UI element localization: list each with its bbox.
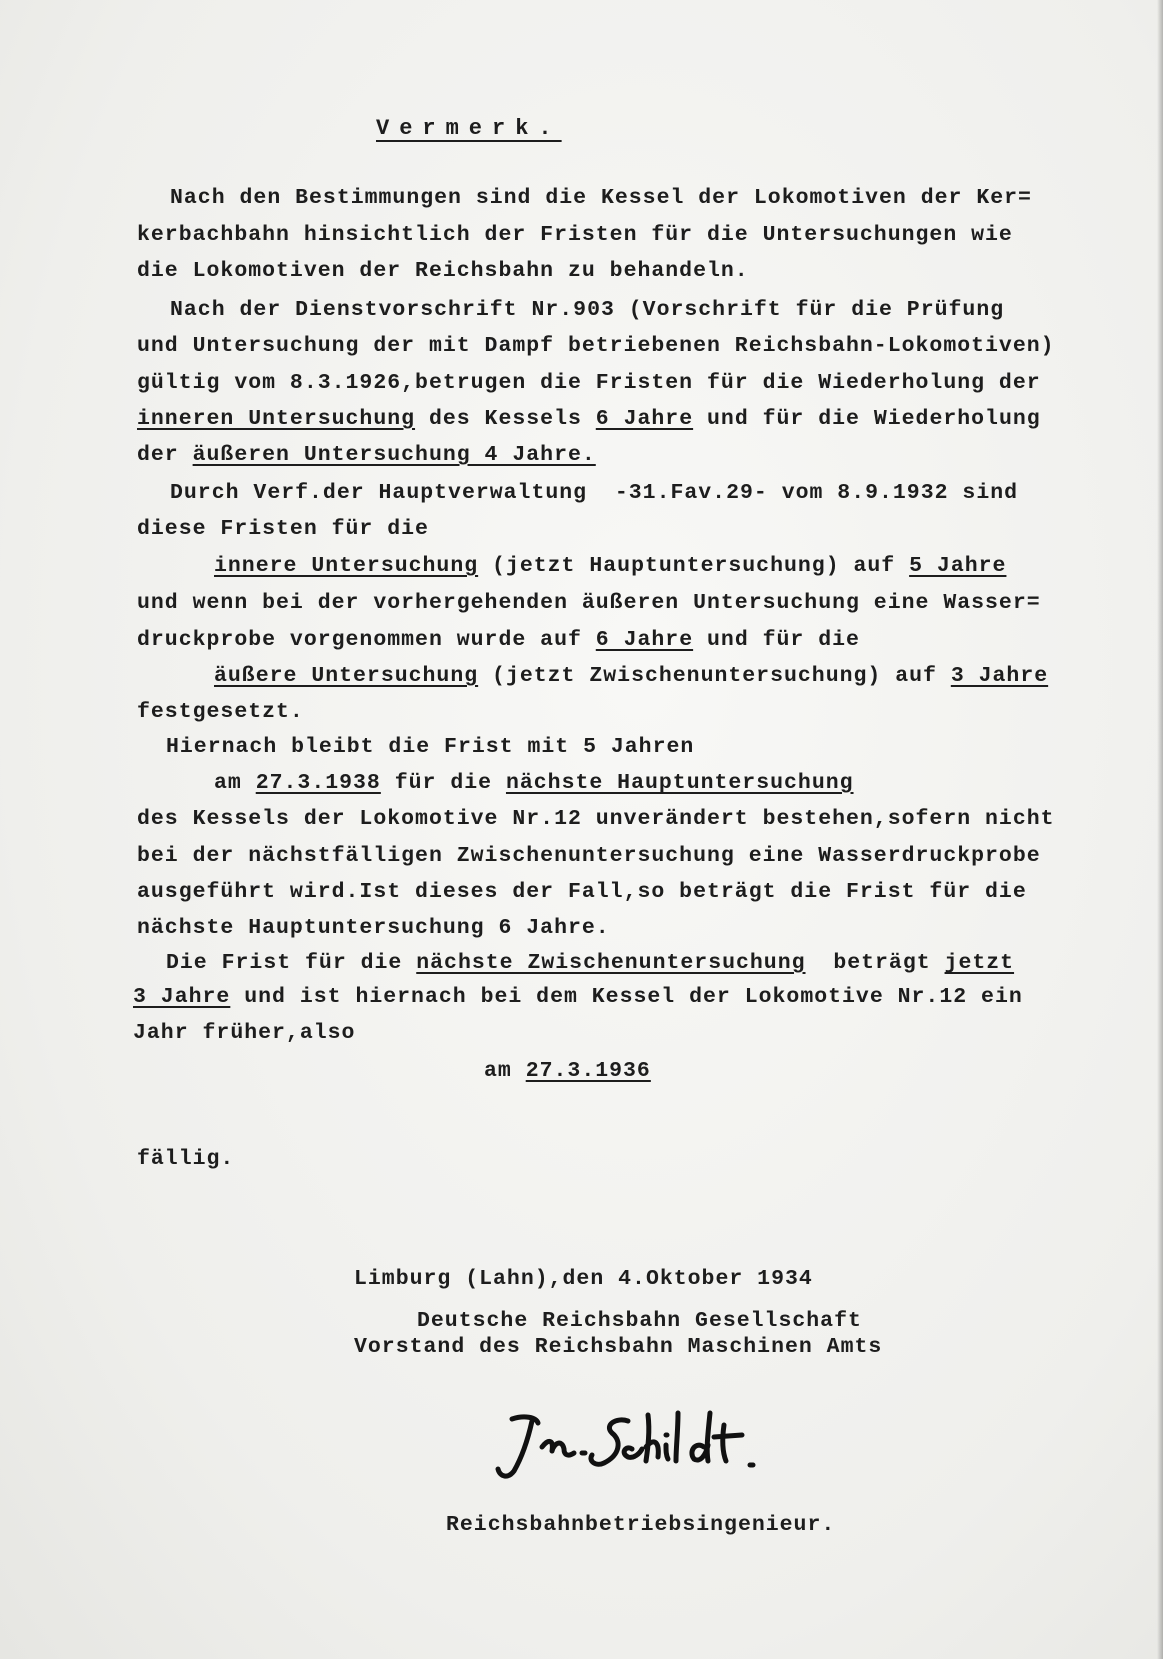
text-run: für die <box>380 771 506 795</box>
underlined-text: jetzt <box>944 951 1015 975</box>
text-run: am <box>484 1059 526 1083</box>
underlined-text: 5 Jahre <box>909 554 1007 578</box>
text-line <box>214 770 854 796</box>
text-line: und Untersuchung der mit Dampf betriebenen Reichsbahn-Lokomotiven) <box>137 334 1055 358</box>
text-line <box>166 950 1014 976</box>
text-run: druckprobe vorgenommen wurde auf <box>137 628 596 652</box>
text-line: die Lokomotiven der Reichsbahn zu behandeln. <box>137 259 749 283</box>
underlined-text: 27.3.1936 <box>525 1059 651 1083</box>
underlined-text: 6 Jahre <box>595 407 694 431</box>
text-line: Hiernach bleibt die Frist mit 5 Jahren <box>166 735 695 759</box>
text-line: und wenn bei der vorhergehenden äußeren Untersuchung eine Wasser= <box>137 591 1041 615</box>
text-run: (jetzt Hauptuntersuchung) auf <box>478 554 910 578</box>
document-title: Vermerk. <box>376 116 562 141</box>
place-date: Limburg (Lahn),den 4.Oktober 1934 <box>354 1267 813 1291</box>
text-line: fällig. <box>137 1147 235 1171</box>
text-line: gültig vom 8.3.1926,betrugen die Fristen für die Wiederholung der <box>137 371 1041 395</box>
underlined-text: nächste Zwischenuntersuchung <box>416 951 806 975</box>
underlined-text: 27.3.1938 <box>255 771 381 795</box>
text-line <box>484 1058 651 1084</box>
underlined-text: 6 Jahre <box>595 628 694 652</box>
text-line <box>137 406 1041 432</box>
text-run: am <box>214 771 256 795</box>
text-run: und für die <box>693 628 860 652</box>
text-line: nächste Hauptuntersuchung 6 Jahre. <box>137 916 610 940</box>
text-line <box>214 553 1006 579</box>
underlined-text: inneren Untersuchung <box>137 407 416 431</box>
underlined-text: 3 Jahre <box>950 664 1049 688</box>
text-run: beträgt <box>805 951 945 975</box>
text-run: der <box>137 443 193 467</box>
text-line: ausgeführt wird.Ist dieses der Fall,so beträgt die Frist für die <box>137 880 1027 904</box>
text-line: Durch Verf.der Hauptverwaltung -31.Fav.29- vom 8.9.1932 sind <box>170 481 1019 505</box>
text-line: Nach den Bestimmungen sind die Kessel der Lokomotiven der Ker= <box>170 186 1032 210</box>
underlined-text: äußere Untersuchung <box>214 664 479 688</box>
text-line: kerbachbahn hinsichtlich der Fristen für die Untersuchungen wie <box>137 223 1013 247</box>
text-line: des Kessels der Lokomotive Nr.12 unverändert bestehen,sofern nicht <box>137 807 1055 831</box>
organization-department: Vorstand des Reichsbahn Maschinen Amts <box>354 1335 883 1359</box>
underlined-text: 3 Jahre <box>133 985 231 1009</box>
text-line: Nach der Dienstvorschrift Nr.903 (Vorschrift für die Prüfung <box>170 298 1005 322</box>
signer-title: Reichsbahnbetriebsingenieur. <box>446 1513 836 1537</box>
text-line: festgesetzt. <box>137 700 304 724</box>
text-line: diese Fristen für die <box>137 517 429 541</box>
underlined-text: nächste Hauptuntersuchung <box>505 771 854 795</box>
text-line <box>137 627 860 653</box>
text-run: Die Frist für die <box>166 951 417 975</box>
scan-edge-shadow <box>1157 0 1163 1659</box>
text-line: bei der nächstfälligen Zwischenuntersuchung eine Wasserdruckprobe <box>137 844 1041 868</box>
text-run: und ist hiernach bei dem Kessel der Lokomotive Nr.12 ein <box>230 985 1023 1009</box>
text-line <box>214 663 1048 689</box>
underlined-text: innere Untersuchung <box>214 554 479 578</box>
text-run: (jetzt Zwischenuntersuchung) auf <box>478 664 951 688</box>
handwritten-signature <box>492 1405 822 1495</box>
text-line <box>137 442 596 468</box>
text-line <box>133 984 1023 1010</box>
text-run: und für die Wiederholung <box>693 407 1041 431</box>
organization-name: Deutsche Reichsbahn Gesellschaft <box>417 1309 862 1333</box>
text-run: des Kessels <box>415 407 596 431</box>
underlined-text: äußeren Untersuchung 4 Jahre. <box>192 443 596 467</box>
text-line: Jahr früher,also <box>133 1021 356 1045</box>
